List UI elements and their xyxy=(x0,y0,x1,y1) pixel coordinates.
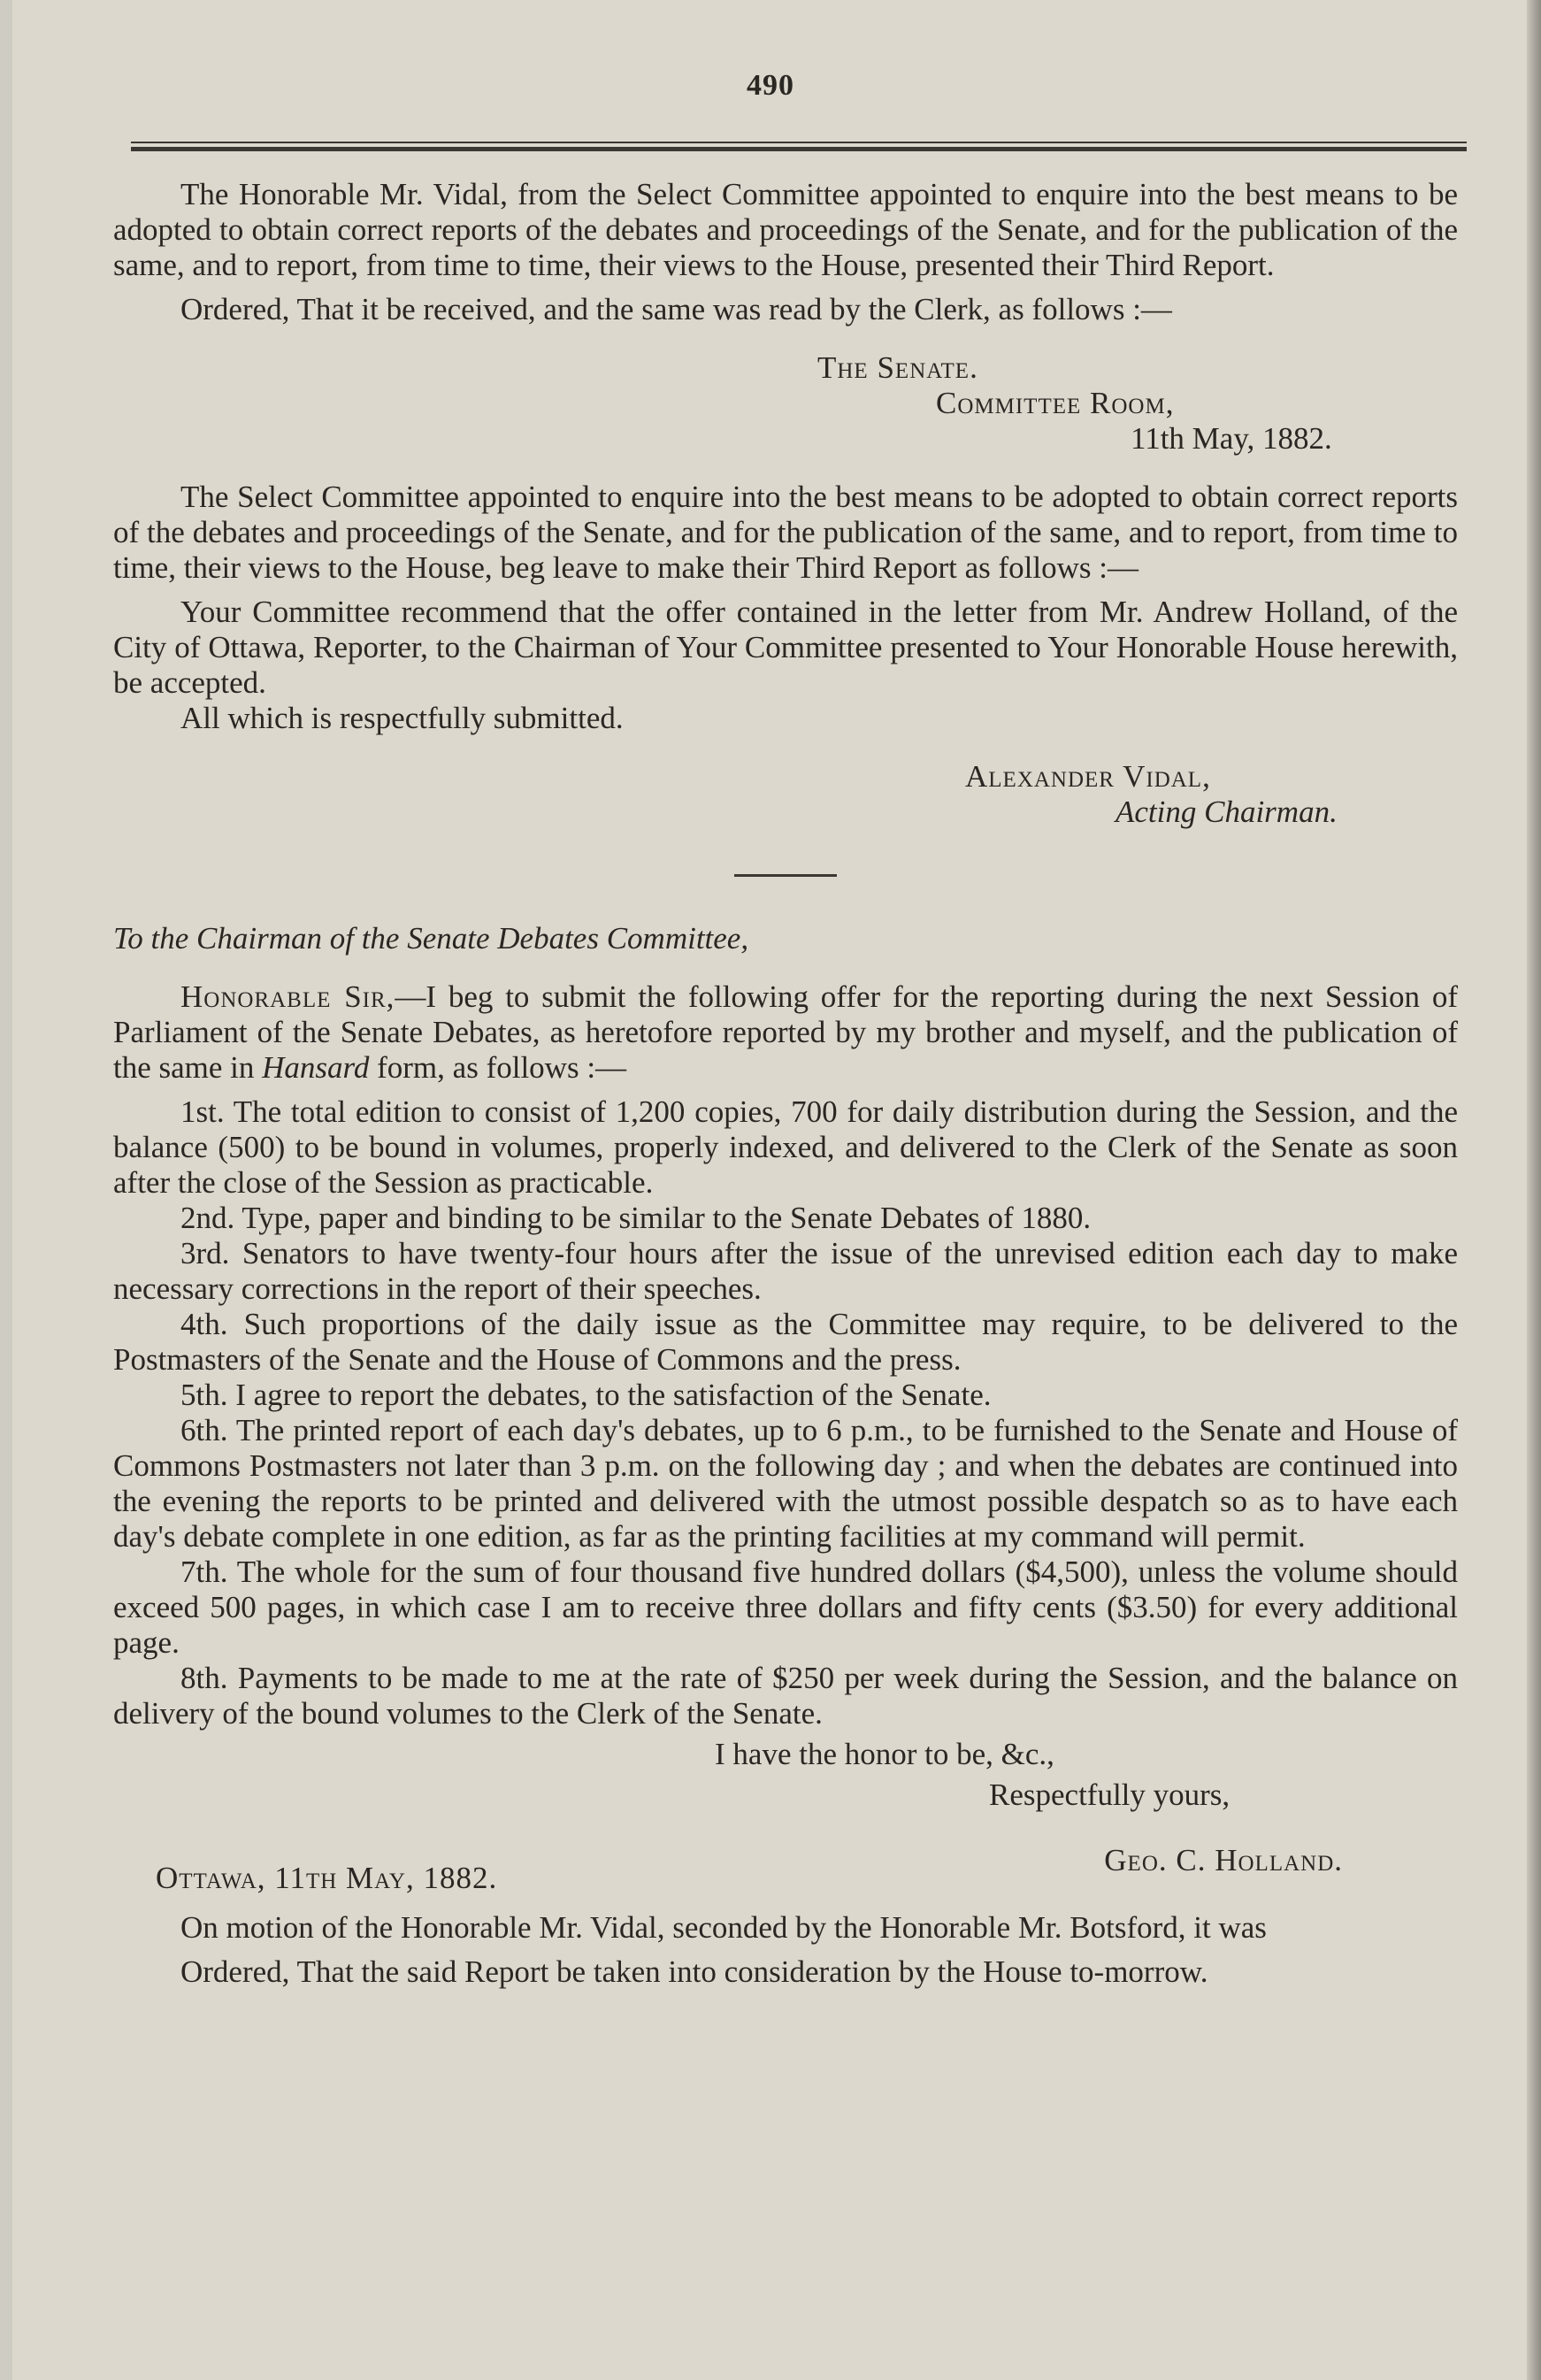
report-room: Committee Room, xyxy=(936,386,1175,420)
binding-shadow xyxy=(1527,0,1541,2380)
letter-item-3: 3rd. Senators to have twenty-four hours after the issue of the unrevised edition each day to make necessary corrections in the report of their speeches. xyxy=(113,1236,1458,1306)
hansard-word: Hansard xyxy=(262,1050,370,1085)
letter-place-date: Ottawa, 11th May, 1882. xyxy=(156,1861,498,1895)
report-heading xyxy=(113,350,1458,457)
letter-address: To the Chairman of the Senate Debates Committee, xyxy=(113,921,749,956)
report-signature-title: Acting Chairman. xyxy=(1116,795,1338,829)
letter-item-6: 6th. The printed report of each day's debates, up to 6 p.m., to be furnished to the Senate and House of Commons Postmasters not later than 3 p.m. on the following day ; and when the debates are continued into the evening the reports to be printed and delivered with the utmost possible despatch so as to have each day's debate complete in one edition, as far as the printing facilities at my command will permit. xyxy=(113,1413,1458,1554)
page-number: 490 xyxy=(747,69,794,102)
letter-item-5: 5th. I agree to report the debates, to the satisfaction of the Senate. xyxy=(180,1378,992,1412)
letter-opening: Honorable Sir,—I beg to submit the following offer for the reporting during the next Session of Parliament of the Senate Debates, as heretofore reported by my brother and myself, and the publication of the same in Hansard form, as follows :— xyxy=(113,979,1458,1085)
ordered-received: Ordered, That it be received, and the same was read by the Clerk, as follows :— xyxy=(180,292,1172,326)
letter-item-1: 1st. The total edition to consist of 1,200 copies, 700 for daily distribution during the Session, and the balance (500) to be bound in volumes, properly indexed, and delivered to the Clerk of the Senate as soon after the close of the Session as practicable. xyxy=(113,1094,1458,1200)
closing-honor: I have the honor to be, &c., xyxy=(715,1737,1054,1771)
journal-content xyxy=(113,177,1458,1990)
section-divider xyxy=(734,874,837,877)
report-body-heading: The Senate. xyxy=(817,350,978,385)
letter-closing xyxy=(113,1737,1458,1895)
report-paragraph-3: All which is respectfully submitted. xyxy=(180,701,624,735)
letter-item-7: 7th. The whole for the sum of four thousand five hundred dollars ($4,500), unless the volume should exceed 500 pages, in which case I am to receive three dollars and fifty cents ($3.50) for every additional page. xyxy=(113,1555,1458,1660)
letter-item-8: 8th. Payments to be made to me at the rate of $250 per week during the Session, and the balance on delivery of the bound volumes to the Clerk of the Senate. xyxy=(113,1661,1458,1731)
report-signature-name: Alexander Vidal, xyxy=(965,759,1211,794)
report-paragraph-1: The Select Committee appointed to enquire into the best means to be adopted to obtain correct reports of the debates and proceedings of the Senate, and for the publication of the same, and to report, from time to time, their views to the House, beg leave to make their Third Report as follows :— xyxy=(113,480,1458,585)
motion-ordered: Ordered, That the said Report be taken into consideration by the House to-morrow. xyxy=(180,1954,1208,1989)
letter-signer: Geo. C. Holland. xyxy=(1104,1843,1343,1877)
header-rule xyxy=(131,142,1467,154)
letter-salutation: Honorable Sir, xyxy=(180,979,395,1014)
motion-paragraph: On motion of the Honorable Mr. Vidal, seconded by the Honorable Mr. Botsford, it was xyxy=(180,1910,1267,1945)
letter-item-4: 4th. Such proportions of the daily issue as the Committee may require, to be delivered to the Postmasters of the Senate and the House of Commons and the press. xyxy=(113,1307,1458,1377)
closing-respectfully: Respectfully yours, xyxy=(989,1777,1230,1812)
presentation-paragraph: The Honorable Mr. Vidal, from the Select Committee appointed to enquire into the best means to be adopted to obtain correct reports of the debates and proceedings of the Senate, and for the publication of the same, and to report, from time to time, their views to the House, presented their Third Report. xyxy=(113,177,1458,282)
report-paragraph-2: Your Committee recommend that the offer contained in the letter from Mr. Andrew Holland, of the City of Ottawa, Reporter, to the Chairman of Your Committee presented to Your Honorable House herewith, be accepted. xyxy=(113,595,1458,700)
report-date: 11th May, 1882. xyxy=(1131,421,1332,456)
letter-item-2: 2nd. Type, paper and binding to be similar to the Senate Debates of 1880. xyxy=(180,1201,1092,1235)
